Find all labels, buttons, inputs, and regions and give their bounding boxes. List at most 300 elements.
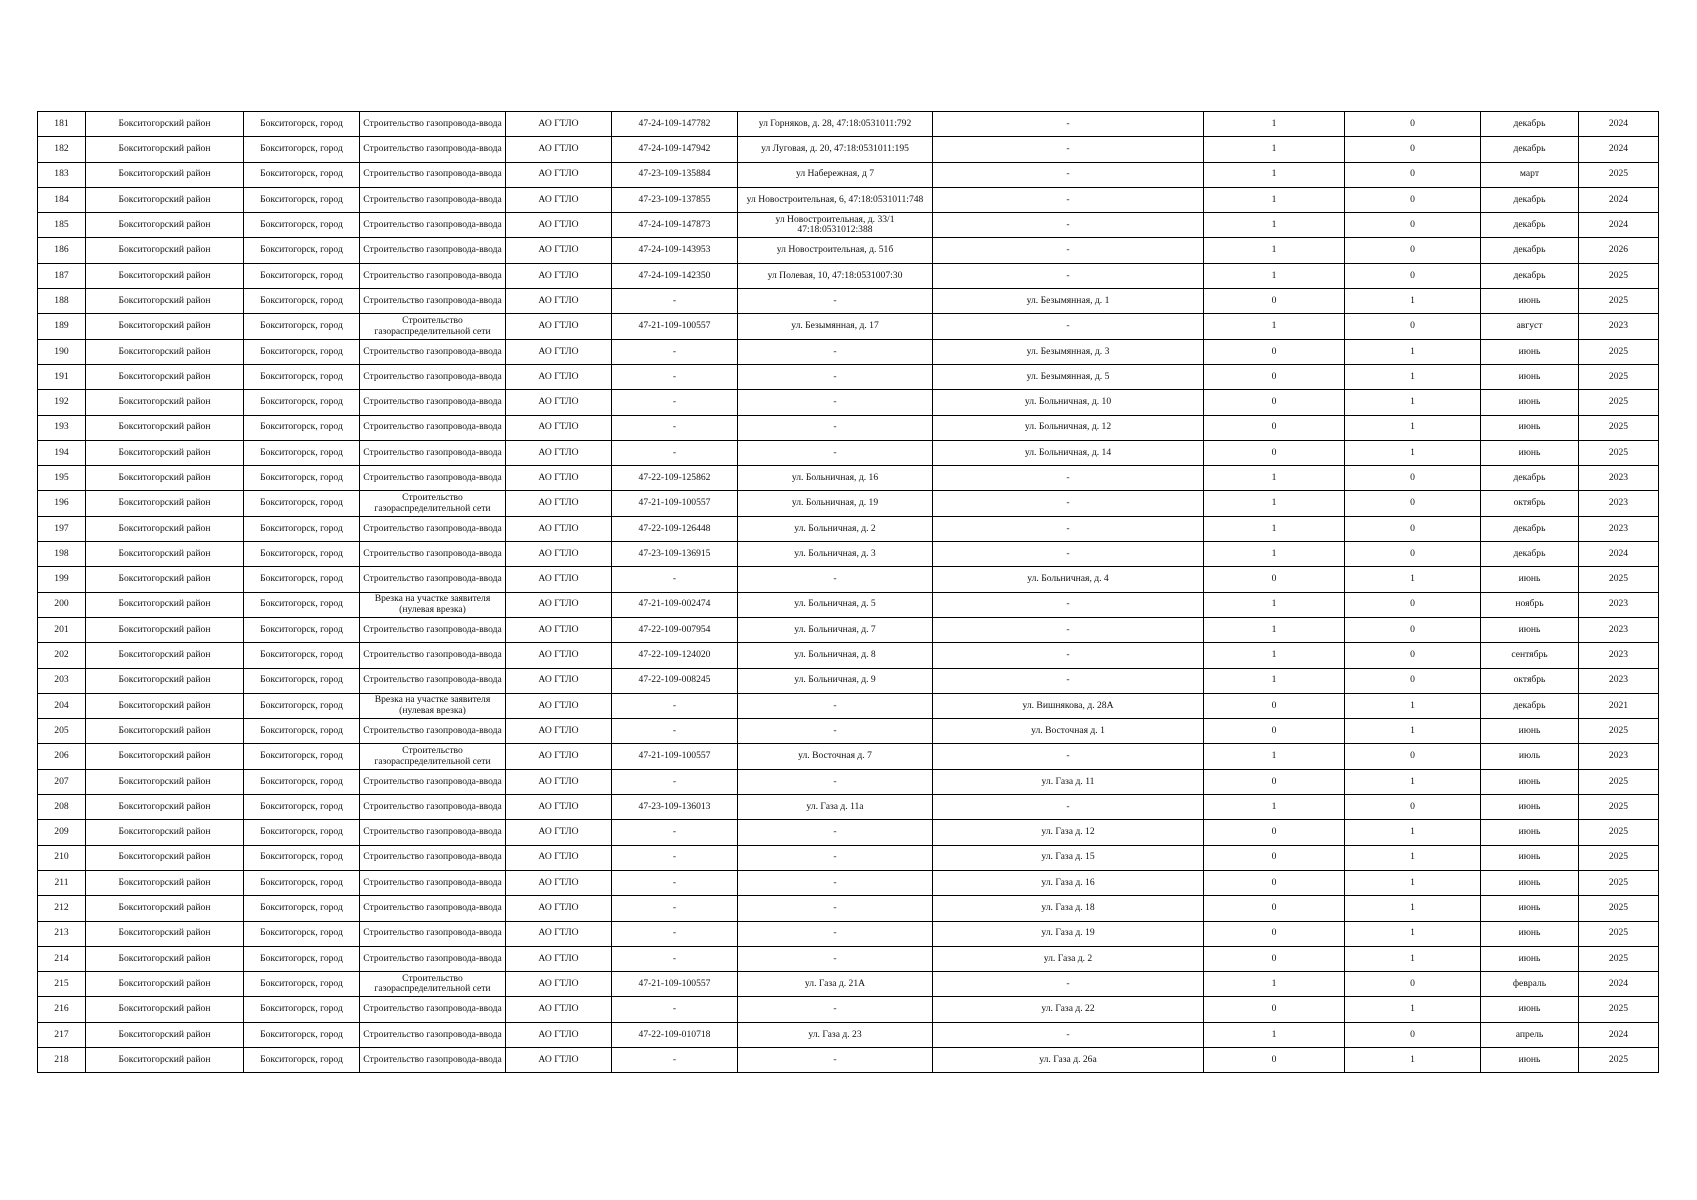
- permit-number-cell: 47-24-109-147942: [612, 137, 738, 162]
- year-cell: 2025: [1579, 845, 1659, 870]
- year-cell: 2024: [1579, 187, 1659, 212]
- work-type-cell: Строительство газопровода-ввода: [360, 213, 506, 238]
- district-cell: Бокситогорский район: [86, 643, 244, 668]
- table-row: [38, 238, 1659, 263]
- planned-address-cell: ул. Безымянная, д. 1: [933, 289, 1204, 314]
- planned-address-cell: ул. Безымянная, д. 5: [933, 364, 1204, 389]
- address-cell: -: [738, 567, 933, 592]
- row-number-cell: 191: [38, 364, 86, 389]
- count-b-cell: 0: [1345, 592, 1481, 617]
- year-cell: 2025: [1579, 390, 1659, 415]
- work-type-cell: Строительство газопровода-ввода: [360, 896, 506, 921]
- work-type-cell: Строительство газопровода-ввода: [360, 238, 506, 263]
- permit-number-cell: -: [612, 1047, 738, 1072]
- address-cell: -: [738, 845, 933, 870]
- month-cell: июнь: [1481, 820, 1579, 845]
- planned-address-cell: ул. Газа д. 26а: [933, 1047, 1204, 1072]
- table-row: [38, 213, 1659, 238]
- permit-number-cell: 47-23-109-137855: [612, 187, 738, 212]
- table-row: [38, 567, 1659, 592]
- count-b-cell: 0: [1345, 466, 1481, 491]
- district-cell: Бокситогорский район: [86, 668, 244, 693]
- address-cell: -: [738, 870, 933, 895]
- planned-address-cell: ул. Газа д. 12: [933, 820, 1204, 845]
- row-number-cell: 211: [38, 870, 86, 895]
- data-table: [37, 111, 1659, 1073]
- work-type-cell: Строительство газораспределительной сети: [360, 491, 506, 516]
- organization-cell: АО ГТЛО: [506, 542, 612, 567]
- permit-number-cell: -: [612, 415, 738, 440]
- year-cell: 2025: [1579, 997, 1659, 1022]
- work-type-cell: Строительство газопровода-ввода: [360, 112, 506, 137]
- count-a-cell: 0: [1204, 339, 1345, 364]
- count-a-cell: 0: [1204, 567, 1345, 592]
- year-cell: 2025: [1579, 263, 1659, 288]
- month-cell: октябрь: [1481, 668, 1579, 693]
- district-cell: Бокситогорский район: [86, 921, 244, 946]
- table-row: [38, 491, 1659, 516]
- address-cell: -: [738, 719, 933, 744]
- organization-cell: АО ГТЛО: [506, 592, 612, 617]
- locality-cell: Бокситогорск, город: [244, 769, 360, 794]
- district-cell: Бокситогорский район: [86, 162, 244, 187]
- count-b-cell: 1: [1345, 820, 1481, 845]
- row-number-cell: 181: [38, 112, 86, 137]
- count-a-cell: 0: [1204, 390, 1345, 415]
- row-number-cell: 184: [38, 187, 86, 212]
- count-a-cell: 1: [1204, 137, 1345, 162]
- year-cell: 2025: [1579, 1047, 1659, 1072]
- month-cell: декабрь: [1481, 238, 1579, 263]
- planned-address-cell: -: [933, 795, 1204, 820]
- count-a-cell: 0: [1204, 946, 1345, 971]
- table-row: [38, 845, 1659, 870]
- month-cell: март: [1481, 162, 1579, 187]
- organization-cell: АО ГТЛО: [506, 997, 612, 1022]
- planned-address-cell: -: [933, 516, 1204, 541]
- table-row: [38, 542, 1659, 567]
- count-a-cell: 0: [1204, 693, 1345, 718]
- month-cell: август: [1481, 314, 1579, 339]
- permit-number-cell: -: [612, 946, 738, 971]
- count-a-cell: 1: [1204, 162, 1345, 187]
- count-a-cell: 1: [1204, 112, 1345, 137]
- permit-number-cell: 47-23-109-135884: [612, 162, 738, 187]
- year-cell: 2025: [1579, 921, 1659, 946]
- count-b-cell: 1: [1345, 896, 1481, 921]
- row-number-cell: 200: [38, 592, 86, 617]
- address-cell: ул. Больничная, д. 7: [738, 617, 933, 642]
- district-cell: Бокситогорский район: [86, 314, 244, 339]
- work-type-cell: Строительство газопровода-ввода: [360, 617, 506, 642]
- year-cell: 2023: [1579, 592, 1659, 617]
- address-cell: -: [738, 364, 933, 389]
- organization-cell: АО ГТЛО: [506, 617, 612, 642]
- planned-address-cell: -: [933, 972, 1204, 997]
- permit-number-cell: 47-24-109-142350: [612, 263, 738, 288]
- table-row: [38, 769, 1659, 794]
- locality-cell: Бокситогорск, город: [244, 162, 360, 187]
- row-number-cell: 209: [38, 820, 86, 845]
- planned-address-cell: ул. Вишнякова, д. 28А: [933, 693, 1204, 718]
- organization-cell: АО ГТЛО: [506, 1047, 612, 1072]
- permit-number-cell: 47-21-109-002474: [612, 592, 738, 617]
- permit-number-cell: -: [612, 997, 738, 1022]
- permit-number-cell: 47-24-109-147873: [612, 213, 738, 238]
- year-cell: 2023: [1579, 668, 1659, 693]
- table-row: [38, 1022, 1659, 1047]
- work-type-cell: Строительство газопровода-ввода: [360, 870, 506, 895]
- count-b-cell: 0: [1345, 744, 1481, 769]
- locality-cell: Бокситогорск, город: [244, 820, 360, 845]
- row-number-cell: 199: [38, 567, 86, 592]
- locality-cell: Бокситогорск, город: [244, 364, 360, 389]
- work-type-cell: Строительство газопровода-ввода: [360, 339, 506, 364]
- permit-number-cell: 47-21-109-100557: [612, 491, 738, 516]
- locality-cell: Бокситогорск, город: [244, 719, 360, 744]
- district-cell: Бокситогорский район: [86, 870, 244, 895]
- district-cell: Бокситогорский район: [86, 769, 244, 794]
- address-cell: ул. Восточная д. 7: [738, 744, 933, 769]
- row-number-cell: 202: [38, 643, 86, 668]
- row-number-cell: 197: [38, 516, 86, 541]
- month-cell: апрель: [1481, 1022, 1579, 1047]
- month-cell: июнь: [1481, 364, 1579, 389]
- year-cell: 2025: [1579, 567, 1659, 592]
- month-cell: июнь: [1481, 896, 1579, 921]
- planned-address-cell: -: [933, 592, 1204, 617]
- year-cell: 2024: [1579, 213, 1659, 238]
- address-cell: ул Луговая, д. 20, 47:18:0531011:195: [738, 137, 933, 162]
- locality-cell: Бокситогорск, город: [244, 213, 360, 238]
- locality-cell: Бокситогорск, город: [244, 390, 360, 415]
- count-b-cell: 1: [1345, 719, 1481, 744]
- locality-cell: Бокситогорск, город: [244, 187, 360, 212]
- organization-cell: АО ГТЛО: [506, 946, 612, 971]
- year-cell: 2023: [1579, 516, 1659, 541]
- organization-cell: АО ГТЛО: [506, 795, 612, 820]
- planned-address-cell: -: [933, 187, 1204, 212]
- locality-cell: Бокситогорск, город: [244, 339, 360, 364]
- work-type-cell: Строительство газопровода-ввода: [360, 643, 506, 668]
- district-cell: Бокситогорский район: [86, 187, 244, 212]
- address-cell: ул Новостроительная, д. 33/1 47:18:0531012:388: [738, 213, 933, 238]
- organization-cell: АО ГТЛО: [506, 516, 612, 541]
- month-cell: июнь: [1481, 415, 1579, 440]
- month-cell: сентябрь: [1481, 643, 1579, 668]
- address-cell: -: [738, 1047, 933, 1072]
- year-cell: 2023: [1579, 314, 1659, 339]
- planned-address-cell: -: [933, 314, 1204, 339]
- locality-cell: Бокситогорск, город: [244, 668, 360, 693]
- organization-cell: АО ГТЛО: [506, 390, 612, 415]
- year-cell: 2025: [1579, 719, 1659, 744]
- address-cell: ул. Больничная, д. 2: [738, 516, 933, 541]
- month-cell: декабрь: [1481, 263, 1579, 288]
- year-cell: 2025: [1579, 339, 1659, 364]
- count-a-cell: 1: [1204, 1022, 1345, 1047]
- table-row: [38, 617, 1659, 642]
- count-b-cell: 0: [1345, 972, 1481, 997]
- count-a-cell: 1: [1204, 972, 1345, 997]
- permit-number-cell: 47-21-109-100557: [612, 972, 738, 997]
- count-a-cell: 1: [1204, 314, 1345, 339]
- district-cell: Бокситогорский район: [86, 719, 244, 744]
- year-cell: 2025: [1579, 769, 1659, 794]
- row-number-cell: 193: [38, 415, 86, 440]
- organization-cell: АО ГТЛО: [506, 364, 612, 389]
- address-cell: -: [738, 921, 933, 946]
- count-a-cell: 1: [1204, 643, 1345, 668]
- district-cell: Бокситогорский район: [86, 137, 244, 162]
- organization-cell: АО ГТЛО: [506, 112, 612, 137]
- year-cell: 2025: [1579, 870, 1659, 895]
- address-cell: ул Горняков, д. 28, 47:18:0531011:792: [738, 112, 933, 137]
- address-cell: ул. Безымянная, д. 17: [738, 314, 933, 339]
- month-cell: июнь: [1481, 440, 1579, 465]
- organization-cell: АО ГТЛО: [506, 314, 612, 339]
- district-cell: Бокситогорский район: [86, 896, 244, 921]
- district-cell: Бокситогорский район: [86, 516, 244, 541]
- month-cell: декабрь: [1481, 137, 1579, 162]
- district-cell: Бокситогорский район: [86, 466, 244, 491]
- permit-number-cell: -: [612, 845, 738, 870]
- planned-address-cell: -: [933, 466, 1204, 491]
- work-type-cell: Строительство газораспределительной сети: [360, 314, 506, 339]
- count-b-cell: 0: [1345, 314, 1481, 339]
- month-cell: июнь: [1481, 946, 1579, 971]
- district-cell: Бокситогорский район: [86, 440, 244, 465]
- table-row: [38, 896, 1659, 921]
- count-b-cell: 0: [1345, 668, 1481, 693]
- table-row: [38, 466, 1659, 491]
- count-b-cell: 1: [1345, 567, 1481, 592]
- month-cell: февраль: [1481, 972, 1579, 997]
- address-cell: -: [738, 769, 933, 794]
- planned-address-cell: ул. Газа д. 16: [933, 870, 1204, 895]
- month-cell: декабрь: [1481, 187, 1579, 212]
- planned-address-cell: -: [933, 491, 1204, 516]
- month-cell: июнь: [1481, 870, 1579, 895]
- address-cell: ул Набережная, д 7: [738, 162, 933, 187]
- work-type-cell: Строительство газопровода-ввода: [360, 440, 506, 465]
- row-number-cell: 192: [38, 390, 86, 415]
- address-cell: ул. Больничная, д. 9: [738, 668, 933, 693]
- district-cell: Бокситогорский район: [86, 693, 244, 718]
- count-a-cell: 0: [1204, 289, 1345, 314]
- table-row: [38, 997, 1659, 1022]
- organization-cell: АО ГТЛО: [506, 289, 612, 314]
- district-cell: Бокситогорский район: [86, 213, 244, 238]
- permit-number-cell: 47-21-109-100557: [612, 744, 738, 769]
- permit-number-cell: -: [612, 719, 738, 744]
- permit-number-cell: -: [612, 693, 738, 718]
- count-b-cell: 1: [1345, 364, 1481, 389]
- planned-address-cell: ул. Газа д. 22: [933, 997, 1204, 1022]
- locality-cell: Бокситогорск, город: [244, 744, 360, 769]
- count-b-cell: 1: [1345, 390, 1481, 415]
- table-row: [38, 137, 1659, 162]
- year-cell: 2023: [1579, 466, 1659, 491]
- address-cell: ул. Газа д. 23: [738, 1022, 933, 1047]
- district-cell: Бокситогорский район: [86, 390, 244, 415]
- work-type-cell: Строительство газопровода-ввода: [360, 263, 506, 288]
- permit-number-cell: -: [612, 364, 738, 389]
- work-type-cell: Строительство газопровода-ввода: [360, 921, 506, 946]
- row-number-cell: 214: [38, 946, 86, 971]
- count-a-cell: 0: [1204, 870, 1345, 895]
- permit-number-cell: -: [612, 896, 738, 921]
- count-a-cell: 1: [1204, 795, 1345, 820]
- organization-cell: АО ГТЛО: [506, 238, 612, 263]
- work-type-cell: Строительство газопровода-ввода: [360, 415, 506, 440]
- row-number-cell: 207: [38, 769, 86, 794]
- row-number-cell: 182: [38, 137, 86, 162]
- row-number-cell: 206: [38, 744, 86, 769]
- work-type-cell: Строительство газопровода-ввода: [360, 390, 506, 415]
- address-cell: -: [738, 390, 933, 415]
- planned-address-cell: ул. Больничная, д. 12: [933, 415, 1204, 440]
- month-cell: июнь: [1481, 921, 1579, 946]
- table-row: [38, 289, 1659, 314]
- row-number-cell: 203: [38, 668, 86, 693]
- organization-cell: АО ГТЛО: [506, 339, 612, 364]
- row-number-cell: 189: [38, 314, 86, 339]
- year-cell: 2025: [1579, 364, 1659, 389]
- row-number-cell: 188: [38, 289, 86, 314]
- permit-number-cell: -: [612, 339, 738, 364]
- month-cell: ноябрь: [1481, 592, 1579, 617]
- count-a-cell: 1: [1204, 516, 1345, 541]
- district-cell: Бокситогорский район: [86, 744, 244, 769]
- month-cell: декабрь: [1481, 516, 1579, 541]
- locality-cell: Бокситогорск, город: [244, 238, 360, 263]
- district-cell: Бокситогорский район: [86, 263, 244, 288]
- locality-cell: Бокситогорск, город: [244, 921, 360, 946]
- locality-cell: Бокситогорск, город: [244, 643, 360, 668]
- count-a-cell: 1: [1204, 213, 1345, 238]
- row-number-cell: 215: [38, 972, 86, 997]
- planned-address-cell: -: [933, 263, 1204, 288]
- year-cell: 2023: [1579, 491, 1659, 516]
- locality-cell: Бокситогорск, город: [244, 289, 360, 314]
- count-b-cell: 1: [1345, 870, 1481, 895]
- organization-cell: АО ГТЛО: [506, 440, 612, 465]
- address-cell: ул. Больничная, д. 19: [738, 491, 933, 516]
- work-type-cell: Строительство газопровода-ввода: [360, 820, 506, 845]
- district-cell: Бокситогорский район: [86, 972, 244, 997]
- year-cell: 2025: [1579, 946, 1659, 971]
- address-cell: ул. Газа д. 21А: [738, 972, 933, 997]
- year-cell: 2024: [1579, 1022, 1659, 1047]
- address-cell: ул. Больничная, д. 8: [738, 643, 933, 668]
- month-cell: июнь: [1481, 1047, 1579, 1072]
- locality-cell: Бокситогорск, город: [244, 415, 360, 440]
- row-number-cell: 186: [38, 238, 86, 263]
- month-cell: июнь: [1481, 997, 1579, 1022]
- count-a-cell: 1: [1204, 744, 1345, 769]
- planned-address-cell: -: [933, 744, 1204, 769]
- count-b-cell: 0: [1345, 542, 1481, 567]
- work-type-cell: Строительство газопровода-ввода: [360, 946, 506, 971]
- permit-number-cell: 47-21-109-100557: [612, 314, 738, 339]
- count-b-cell: 1: [1345, 415, 1481, 440]
- count-b-cell: 0: [1345, 1022, 1481, 1047]
- organization-cell: АО ГТЛО: [506, 567, 612, 592]
- work-type-cell: Строительство газораспределительной сети: [360, 972, 506, 997]
- permit-number-cell: 47-22-109-008245: [612, 668, 738, 693]
- planned-address-cell: ул. Газа д. 2: [933, 946, 1204, 971]
- year-cell: 2025: [1579, 820, 1659, 845]
- address-cell: ул Новостроительная, д. 51б: [738, 238, 933, 263]
- row-number-cell: 195: [38, 466, 86, 491]
- address-cell: -: [738, 339, 933, 364]
- count-a-cell: 0: [1204, 845, 1345, 870]
- district-cell: Бокситогорский район: [86, 339, 244, 364]
- count-b-cell: 1: [1345, 289, 1481, 314]
- permit-number-cell: -: [612, 289, 738, 314]
- permit-number-cell: -: [612, 390, 738, 415]
- row-number-cell: 198: [38, 542, 86, 567]
- year-cell: 2024: [1579, 112, 1659, 137]
- count-a-cell: 0: [1204, 1047, 1345, 1072]
- planned-address-cell: -: [933, 162, 1204, 187]
- year-cell: 2026: [1579, 238, 1659, 263]
- count-b-cell: 0: [1345, 187, 1481, 212]
- work-type-cell: Строительство газопровода-ввода: [360, 289, 506, 314]
- year-cell: 2025: [1579, 289, 1659, 314]
- count-b-cell: 1: [1345, 339, 1481, 364]
- locality-cell: Бокситогорск, город: [244, 491, 360, 516]
- permit-number-cell: 47-23-109-136915: [612, 542, 738, 567]
- count-b-cell: 1: [1345, 997, 1481, 1022]
- work-type-cell: Строительство газопровода-ввода: [360, 1047, 506, 1072]
- organization-cell: АО ГТЛО: [506, 187, 612, 212]
- organization-cell: АО ГТЛО: [506, 693, 612, 718]
- count-a-cell: 1: [1204, 542, 1345, 567]
- table-row: [38, 795, 1659, 820]
- row-number-cell: 194: [38, 440, 86, 465]
- district-cell: Бокситогорский район: [86, 845, 244, 870]
- address-cell: -: [738, 997, 933, 1022]
- count-b-cell: 0: [1345, 238, 1481, 263]
- locality-cell: Бокситогорск, город: [244, 516, 360, 541]
- row-number-cell: 187: [38, 263, 86, 288]
- year-cell: 2023: [1579, 643, 1659, 668]
- count-b-cell: 0: [1345, 491, 1481, 516]
- table-row: [38, 263, 1659, 288]
- address-cell: ул. Больничная, д. 3: [738, 542, 933, 567]
- work-type-cell: Строительство газопровода-ввода: [360, 795, 506, 820]
- work-type-cell: Строительство газопровода-ввода: [360, 516, 506, 541]
- year-cell: 2025: [1579, 896, 1659, 921]
- table-row: [38, 364, 1659, 389]
- permit-number-cell: 47-24-109-143953: [612, 238, 738, 263]
- count-b-cell: 0: [1345, 213, 1481, 238]
- address-cell: -: [738, 693, 933, 718]
- permit-number-cell: -: [612, 769, 738, 794]
- count-b-cell: 0: [1345, 795, 1481, 820]
- locality-cell: Бокситогорск, город: [244, 112, 360, 137]
- work-type-cell: Строительство газопровода-ввода: [360, 466, 506, 491]
- month-cell: июль: [1481, 744, 1579, 769]
- permit-number-cell: -: [612, 440, 738, 465]
- district-cell: Бокситогорский район: [86, 289, 244, 314]
- table-row: [38, 440, 1659, 465]
- count-b-cell: 1: [1345, 845, 1481, 870]
- year-cell: 2025: [1579, 440, 1659, 465]
- count-a-cell: 0: [1204, 440, 1345, 465]
